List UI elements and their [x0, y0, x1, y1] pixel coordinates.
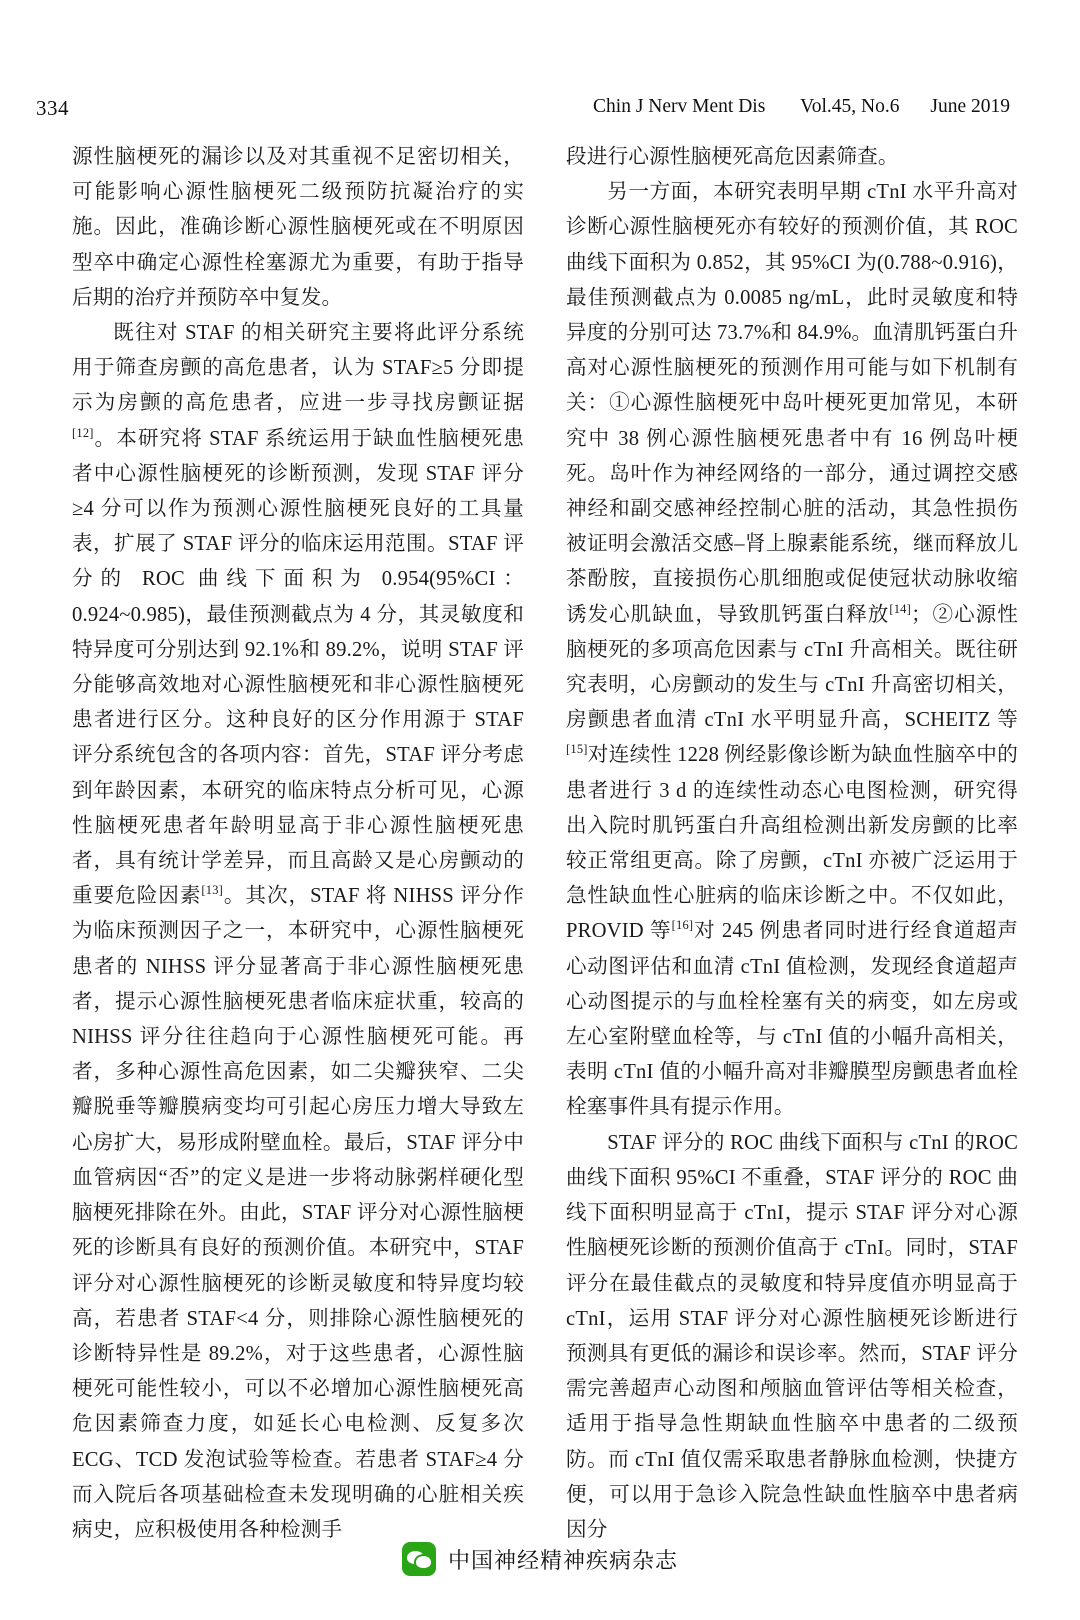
- paragraph-text: STAF 评分的 ROC 曲线下面积与 cTnI 的ROC 曲线下面积 95%CI 不重叠，STAF 评分的 ROC 曲线下面积明显高于 cTnI，提示 STAF 评分对心源性脑梗死诊断的预测价值高于 cTnI。同时，STAF 评分在最佳截点的灵敏度和特异度值亦明显高于 cTnI，运用 STAF 评分对心源性脑梗死诊断进行预测具有更低的漏诊和误诊率。然而，STAF 评分需完善超声心动图和颅脑血管评估等相关检查，适用于指导急性期缺血性脑卒中患者的二级预防。而 cTnI 值仅需采取患者静脉血检测，快捷方便，可以用于急诊入院急性缺血性脑卒中患者病因分: [566, 1131, 1018, 1541]
- paragraph: [566, 1126, 1018, 1548]
- wechat-icon: [402, 1542, 436, 1576]
- paragraph-text: 另一方面，本研究表明早期 cTnI 水平升高对诊断心源性脑梗死亦有较好的预测价值，其 ROC 曲线下面积为 0.852，其 95%CI 为(0.788~0.916)，最佳预测截点为 0.0085 ng/mL，此时灵敏度和特异度的分别可达 73.7%和 84.9%。血清肌钙蛋白升高对心源性脑梗死的预测作用可能与如下机制有关：①心源性脑梗死中岛叶梗死更加常见，本研究中 38 例心源性脑梗死患者中有 16 例岛叶梗死。岛叶作为神经网络的一部分，通过调控交感神经和副交感神经控制心脏的活动，其急性损伤被证明会激活交感–肾上腺素能系统，继而释放儿茶酚胺，直接损伤心肌细胞或促使冠状动脉收缩诱发心肌缺血，导致肌钙蛋白释放: [566, 181, 1018, 626]
- paragraph-text-cont: 。本研究将 STAF 系统运用于缺血性脑梗死患者中心源性脑梗死的诊断预测，发现 STAF 评分≥4 分可以作为预测心源性脑梗死良好的工具量表，扩展了 STAF 评分的临床运用范围。STAF 评分的 ROC 曲线下面积为 0.954(95%CI：0.924~0.985)，最佳预测截点为 4 分，其灵敏度和特异度可分别达到 92.1%和 89.2%，说明 STAF 评分能够高效地对心源性脑梗死和非心源性脑梗死患者进行区分。这种良好的区分作用源于 STAF 评分系统包含的各项内容：首先，STAF 评分考虑到年龄因素，本研究的临床特点分析可见，心源性脑梗死患者年龄明显高于非心源性脑梗死患者，具有统计学差异，而且高龄又是心房颤动的重要危险因素: [72, 427, 524, 908]
- paragraph: [566, 140, 1018, 175]
- citation-ref: [16]: [671, 918, 694, 933]
- citation-ref: [12]: [72, 425, 94, 440]
- citation-ref: [15]: [566, 742, 588, 757]
- paragraph-text: 既往对 STAF 的相关研究主要将此评分系统用于筛查房颤的高危患者，认为 STAF≥5 分即提示为房颤的高危患者，应进一步寻找房颤证据: [72, 322, 524, 415]
- journal-volume: Vol.45, No.6: [800, 96, 900, 117]
- paragraph: [72, 316, 524, 1548]
- paragraph-text-cont: 。其次，STAF 将 NIHSS 评分作为临床预测因子之一，本研究中，心源性脑梗死患者的 NIHSS 评分显著高于非心源性脑梗死患者，提示心源性脑梗死患者临床症状重，较高的 NIHSS 评分往往趋向于心源性脑梗死可能。再者，多种心源性高危因素，如二尖瓣狭窄、二尖瓣脱垂等瓣膜病变均可引起心房压力增大导致左心房扩大，易形成附壁血栓。最后，STAF 评分中血管病因“否”的定义是进一步将动脉粥样硬化型脑梗死排除在外。由此，STAF 评分对心源性脑梗死的诊断具有良好的预测价值。本研究中，STAF 评分对心源性脑梗死的诊断灵敏度和特异度均较高，若患者 STAF<4 分，则排除心源性脑梗死的诊断特异性是 89.2%，对于这些患者，心源性脑梗死可能性较小，可以不必增加心源性脑梗死高危因素筛查力度，如延长心电检测、反复多次 ECG、TCD 发泡试验等检查。若患者 STAF≥4 分而入院后各项基础检查未发现明确的心脏相关疾病史，应积极使用各种检测手: [72, 885, 524, 1541]
- journal-citation: [593, 96, 1010, 118]
- paragraph-text: 源性脑梗死的漏诊以及对其重视不足密切相关，可能影响心源性脑梗死二级预防抗凝治疗的实施。因此，准确诊断心源性脑梗死或在不明原因型卒中确定心源性栓塞源尤为重要，有助于指导后期的治疗并预防卒中复发。: [72, 146, 524, 309]
- paragraph-text: 段进行心源性脑梗死高危因素筛查。: [566, 146, 899, 168]
- citation-ref: [13]: [201, 883, 224, 898]
- paragraph-text-cont: ；②心源性脑梗死的多项高危因素与 cTnI 升高相关。既往研究表明，心房颤动的发生与 cTnI 升高密切相关，房颤患者血清 cTnI 水平明显升高，SCHEITZ 等: [566, 603, 1019, 732]
- paragraph-text-cont: 对连续性 1228 例经影像诊断为缺血性脑卒中的患者进行 3 d 的连续性动态心电图检测，研究得出入院时肌钙蛋白升高组检测出新发房颤的比率较正常组更高。除了房颤，cTnI 亦被广泛运用于急性缺血性心脏病的临床诊断之中。不仅如此，PROVID 等: [566, 744, 1018, 943]
- citation-ref: [14]: [889, 601, 911, 616]
- paragraph: [72, 140, 524, 316]
- right-column: [566, 140, 1018, 1548]
- page-number: 334: [36, 96, 69, 120]
- wechat-badge[interactable]: [402, 1542, 678, 1576]
- two-column-body: [72, 140, 1019, 1548]
- paragraph: [566, 175, 1018, 1125]
- paragraph-text-cont: 对 245 例患者同时进行经食道超声心动图评估和血清 cTnI 值检测，发现经食道超声心动图提示的与血栓栓塞有关的病变，如左房或左心室附壁血栓等，与 cTnI 值的小幅升高相关，表明 cTnI 值的小幅升高对非瓣膜型房颤患者血栓栓塞事件具有提示作用。: [566, 920, 1018, 1119]
- wechat-account-name: 中国神经精神疾病杂志: [447, 1547, 678, 1573]
- page-header: [36, 92, 1010, 126]
- page-footer: [0, 1542, 1080, 1576]
- left-column: [72, 140, 524, 1548]
- journal-name: Chin J Nerv Ment Dis: [593, 96, 766, 117]
- journal-date: June 2019: [930, 96, 1010, 117]
